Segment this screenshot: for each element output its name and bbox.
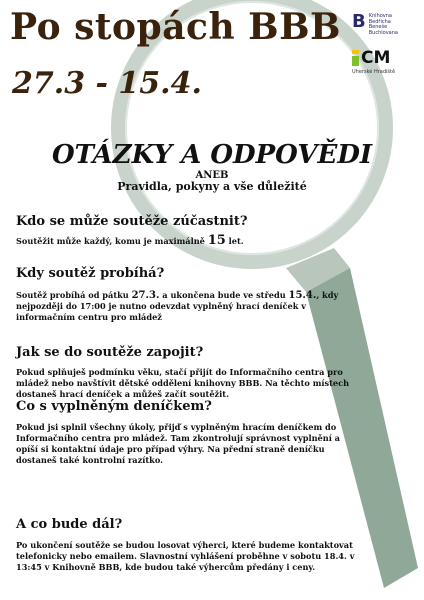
page-title: Po stopách BBB xyxy=(10,6,341,48)
answer-diary: Pokud jsi splnil všechny úkoly, přijď s vyplněným hracím deníčkem do Informačního centra pro mládež. Tam zkontrolují správnost vyplnění a opíší si kontaktní údaje pro případ výhry. Na přední straně deníčku dostaneš také kontrolní razítko. xyxy=(16,422,340,465)
answer-text: , kdy nejpozději do 17:00 je nutno odevzdat vyplněný hrací deníček v informačním centru pro mládež xyxy=(16,290,339,322)
bbb-line: Beneše xyxy=(368,24,388,30)
icm-logo xyxy=(352,48,414,68)
answer-text: let. xyxy=(225,236,244,246)
question-when: Kdy soutěž probíhá? xyxy=(16,266,165,281)
event-dates: 27.3 - 15.4. xyxy=(12,66,202,101)
answer-text: Soutěžit může každý, komu je maximálně xyxy=(16,236,208,246)
bbb-line: Knihovna xyxy=(368,13,392,19)
answer-next: Po ukončení soutěže se budou losovat výherci, které budeme kontaktovat telefonicky nebo emailem. Slavnostní vyhlášení proběhne v sobotu 18.4. v 13:45 v Knihovně BBB, kde budou také výhercům předány i ceny. xyxy=(16,540,355,572)
sub-heading: Pravidla, pokyny a vše důležité xyxy=(117,180,307,193)
logos xyxy=(352,11,414,75)
question-diary: Co s vyplněným deníčkem? xyxy=(16,399,212,414)
max-age: 15 xyxy=(207,233,226,248)
answer-how: Pokud splňuješ podmínku věku, stačí přijít do Informačního centra pro mládež nebo navštívit dětské oddělení knihovny BBB. Na těchto místech dostaneš hrací deníček a můžeš začít soutěžit. xyxy=(16,367,350,399)
icm-i-icon xyxy=(352,50,359,66)
answer-text: a ukončena bude ve středu xyxy=(159,290,289,300)
bbb-line: Buchlovana xyxy=(368,29,398,36)
question-how: Jak se do soutěže zapojit? xyxy=(16,345,204,360)
question-next: A co bude dál? xyxy=(16,517,123,532)
end-date: 15.4. xyxy=(288,290,317,301)
answer-who xyxy=(16,235,360,247)
main-heading: OTÁZKY A ODPOVĚDI xyxy=(51,140,373,170)
bbb-line: Bedřicha xyxy=(368,18,391,25)
library-logo xyxy=(352,11,414,36)
answer-text: Soutěž probíhá od pátku xyxy=(16,290,132,300)
start-date: 27.3. xyxy=(131,290,160,301)
bbb-mark: B xyxy=(352,11,366,32)
question-who: Kdo se může soutěže zúčastnit? xyxy=(16,214,248,229)
icm-subtitle: Uherské Hradiště xyxy=(352,69,396,75)
aneb-label: ANEB xyxy=(195,170,229,181)
icm-text: CM xyxy=(361,48,391,68)
answer-when xyxy=(16,290,360,323)
